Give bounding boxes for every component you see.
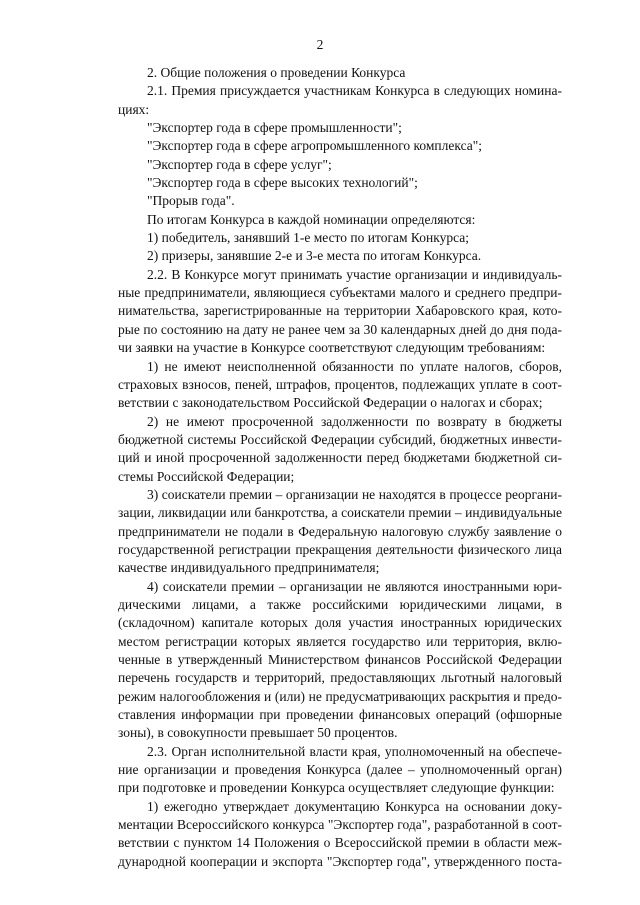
text-line: 1) не имеют неисполненной обязанности по уплате налогов, сборов, — [147, 358, 562, 374]
text-line: дународной кооперации и экспорта "Экспортер года", утвержденного поста- — [118, 853, 562, 869]
text-line: чи заявки на участие в Конкурсе соответствуют следующим требованиям: — [118, 340, 546, 356]
text-line: циях: — [118, 101, 150, 117]
text-line: стемы Российской Федерации; — [118, 468, 295, 484]
text-line: бюджетной системы Российской Федерации субсидий, бюджетных инвести- — [118, 431, 562, 447]
text-line: 3) соискатели премии – организации не находятся в процессе реоргани- — [147, 486, 562, 502]
text-line: 2.3. Орган исполнительной власти края, уполномоченный на обеспече- — [147, 743, 562, 759]
text-line: ветствии с законодательством Российской Федерации о налогах и сборах; — [118, 395, 543, 411]
text-lines — [118, 82, 562, 871]
text-line: зации, ликвидации или банкротства, а соискатели премии – индивидуальные — [118, 505, 562, 521]
text-line: "Прорыв года". — [147, 193, 235, 209]
text-line: (складочном) капитале которых доля участия иностранных юридических — [118, 615, 562, 631]
text-line: 2.2. В Конкурсе могут принимать участие организации и индивидуаль- — [147, 266, 562, 282]
text-line: По итогам Конкурса в каждой номинации определяются: — [147, 211, 476, 227]
text-line: "Экспортер года в сфере промышленности"; — [147, 120, 402, 136]
text-line: нимательства, зарегистрированные на территории Хабаровского края, кото- — [118, 303, 562, 319]
page-number: 2 — [316, 37, 324, 52]
text-line: режим налогообложения и (или) не предусматривающих раскрытия и предо- — [118, 688, 562, 704]
text-line: ние организации и проведения Конкурса (далее – уполномоченный орган) — [118, 762, 562, 778]
text-line: перечень государств и территорий, предоставляющих льготный налоговый — [118, 670, 562, 686]
text-line: 2.1. Премия присуждается участникам Конкурса в следующих номина- — [147, 83, 562, 99]
text-line: ные предприниматели, являющиеся субъектами малого и среднего предпри- — [118, 285, 562, 301]
text-line: "Экспортер года в сфере услуг"; — [147, 156, 332, 172]
text-line: дическими лицами, а также российскими юридическими лицами, в — [118, 596, 562, 612]
text-line: местом регистрации которых является государство или территория, вклю- — [118, 633, 562, 649]
text-line: качестве индивидуального предпринимателя; — [118, 560, 380, 576]
text-line: предприниматели не подали в Федеральную налоговую службу заявление о — [118, 523, 562, 539]
text-line: ставления информации при проведении финансовых операций (офшорные — [118, 707, 562, 723]
document-body — [118, 64, 562, 871]
text-line: "Экспортер года в сфере высоких технологий"; — [147, 175, 418, 191]
text-line: 1) ежегодно утверждает документацию Конкурса на основании доку- — [147, 798, 562, 814]
text-line: страховых взносов, пеней, штрафов, процентов, подлежащих уплате в соот- — [118, 376, 562, 392]
text-line: при подготовке и проведении Конкурса осуществляет следующие функции: — [118, 780, 555, 796]
text-line: зоны), в совокупности превышает 50 процентов. — [118, 725, 398, 741]
text-line: ментации Всероссийского конкурса "Экспортер года", разработанной в соот- — [118, 817, 562, 833]
text-line: ций и иной просроченной задолженности перед бюджетами бюджетной си- — [118, 450, 562, 466]
text-line: 4) соискатели премии – организации не являются иностранными юри- — [147, 578, 562, 594]
text-line: 2) не имеют просроченной задолженности по возврату в бюджеты — [147, 413, 562, 429]
text-line: 1) победитель, занявший 1-е место по итогам Конкурса; — [147, 230, 469, 246]
text-line: ветствии с пунктом 14 Положения о Всероссийской премии в области меж- — [118, 835, 562, 851]
text-line: рые по состоянию на дату не ранее чем за 30 календарных дней до дня пода- — [118, 321, 562, 337]
text-line: "Экспортер года в сфере агропромышленного комплекса"; — [147, 138, 483, 154]
text-line: ченные в утвержденный Министерством финансов Российской Федерации — [118, 652, 562, 667]
text-line: государственной регистрации прекращения деятельности физического лица — [118, 541, 562, 557]
section-heading: 2. Общие положения о проведении Конкурса — [147, 65, 406, 80]
text-line: 2) призеры, занявшие 2-е и 3-е места по итогам Конкурса. — [147, 248, 482, 264]
